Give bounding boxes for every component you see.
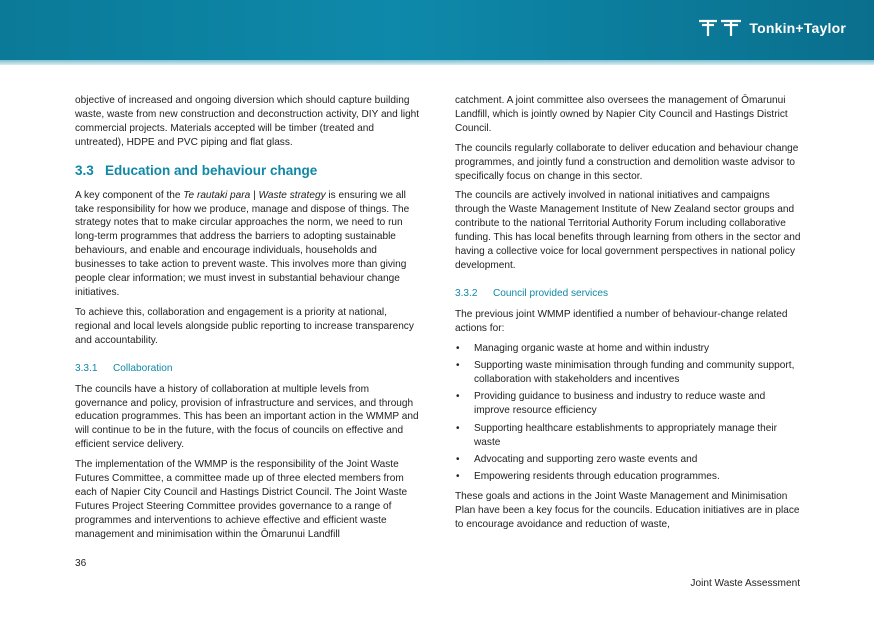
paragraph: The implementation of the WMMP is the responsibility of the Joint Waste Futures Committee, a committee made up of three elected members from each of Napier City Council and Hastings District Council. The Joint Waste Futures Project Steering Committee provides governance to a range of programmes and interventions to achieve effective and efficient waste management and minimisation within the Ōmarunui Landfill [75, 459, 408, 540]
page-number: 36 [75, 558, 87, 569]
paragraph: To achieve this, collaboration and engagement is a priority at national, regional and local levels alongside public reporting to increase transparency and accountability. [75, 306, 414, 346]
list-item-text: Supporting waste minimisation through funding and community support, collaboration with stakeholders and incentives [474, 360, 795, 385]
subsection-heading-3-3-2 [455, 287, 803, 300]
paragraph: The previous joint WMMP identified a number of behaviour-change related actions for: [455, 308, 788, 334]
subsection-title: Collaboration [113, 362, 173, 374]
bullet-icon: • [456, 391, 460, 403]
list-item [455, 453, 803, 467]
section-number: 3.3 [75, 162, 94, 178]
header-rule [0, 60, 874, 65]
right-column [455, 94, 803, 538]
paragraph: objective of increased and ongoing diversion which should capture building waste, waste from new construction and deconstruction activity, DIY and light commercial projects. Materials accepted will be timber (treated and untreated), HDPE and PVC piping and flat glass. [75, 95, 420, 148]
subsection-number: 3.3.2 [455, 287, 478, 299]
paragraph: The councils are actively involved in national initiatives and campaigns through the Waste Management Institute of New Zealand sector groups and contribute to the national Territorial Authority Forum including collaborative funding. This has local benefits through learning from others in the sector and having a collective voice for local government perspectives in national policy development. [455, 190, 801, 271]
paragraph-text: A key component of the [75, 189, 184, 201]
strategy-title: Te rautaki para | Waste strategy [183, 189, 326, 201]
list-item-text: Managing organic waste at home and within industry [474, 342, 710, 354]
paragraph: catchment. A joint committee also oversees the management of Ōmarunui Landfill, which is jointly owned by Napier City Council and Hastings District Council. [455, 95, 788, 134]
paragraph: These goals and actions in the Joint Waste Management and Minimisation Plan have been a key focus for the councils. Education initiatives are in place to encourage avoidance and reduction of waste, [455, 491, 800, 531]
list-item [455, 470, 803, 484]
list-item [455, 422, 803, 450]
paragraph: The councils regularly collaborate to deliver education and behaviour change programmes, and jointly fund a construction and demolition waste advisor to specifically focus on change in this sector. [455, 142, 799, 182]
list-item-text: Providing guidance to business and industry to reduce waste and improve resource efficiency [474, 391, 766, 417]
paragraph-text: is ensuring we all take responsibility for how we produce, manage and dispose of things. The strategy notes that to make circular approaches the norm, we need to run long-term programmes that address the barriers to adopting sustainable behaviours, and enable and encourage individuals, households and businesses to take action to prevent waste. This involves more than giving people clear information; we must invest in substantial behaviour change initiatives. [75, 189, 410, 298]
actions-list [455, 342, 803, 485]
subsection-number: 3.3.1 [75, 362, 98, 374]
left-column [75, 94, 421, 548]
bullet-icon: • [456, 454, 460, 466]
footer-doc-title: Joint Waste Assessment [690, 578, 800, 589]
brand-name: Tonkin+Taylor [749, 20, 846, 36]
list-item-text: Supporting healthcare establishments to appropriately manage their waste [474, 422, 777, 448]
bullet-icon: • [456, 342, 460, 354]
list-item [455, 359, 803, 387]
subsection-heading-3-3-1 [75, 362, 421, 375]
list-item-text: Empowering residents through education programmes. [474, 471, 720, 483]
list-item [455, 390, 803, 418]
section-title: Education and behaviour change [105, 162, 318, 178]
section-heading-3-3 [75, 162, 421, 180]
bullet-icon: • [456, 422, 460, 434]
list-item [455, 342, 803, 356]
list-item-text: Advocating and supporting zero waste events and [474, 454, 698, 466]
paragraph [75, 189, 421, 300]
bullet-icon: • [456, 471, 460, 483]
subsection-title: Council provided services [493, 287, 609, 299]
tt-monogram-icon [697, 18, 743, 38]
brand-logo [697, 16, 846, 40]
paragraph: The councils have a history of collaboration at multiple levels from governance and policy, provision of infrastructure and services, and through education programmes. This has been an important action in the WMMP and will continue to be in the future, with the focus of councils on effective and efficient service delivery. [75, 383, 419, 451]
bullet-icon: • [456, 360, 460, 372]
